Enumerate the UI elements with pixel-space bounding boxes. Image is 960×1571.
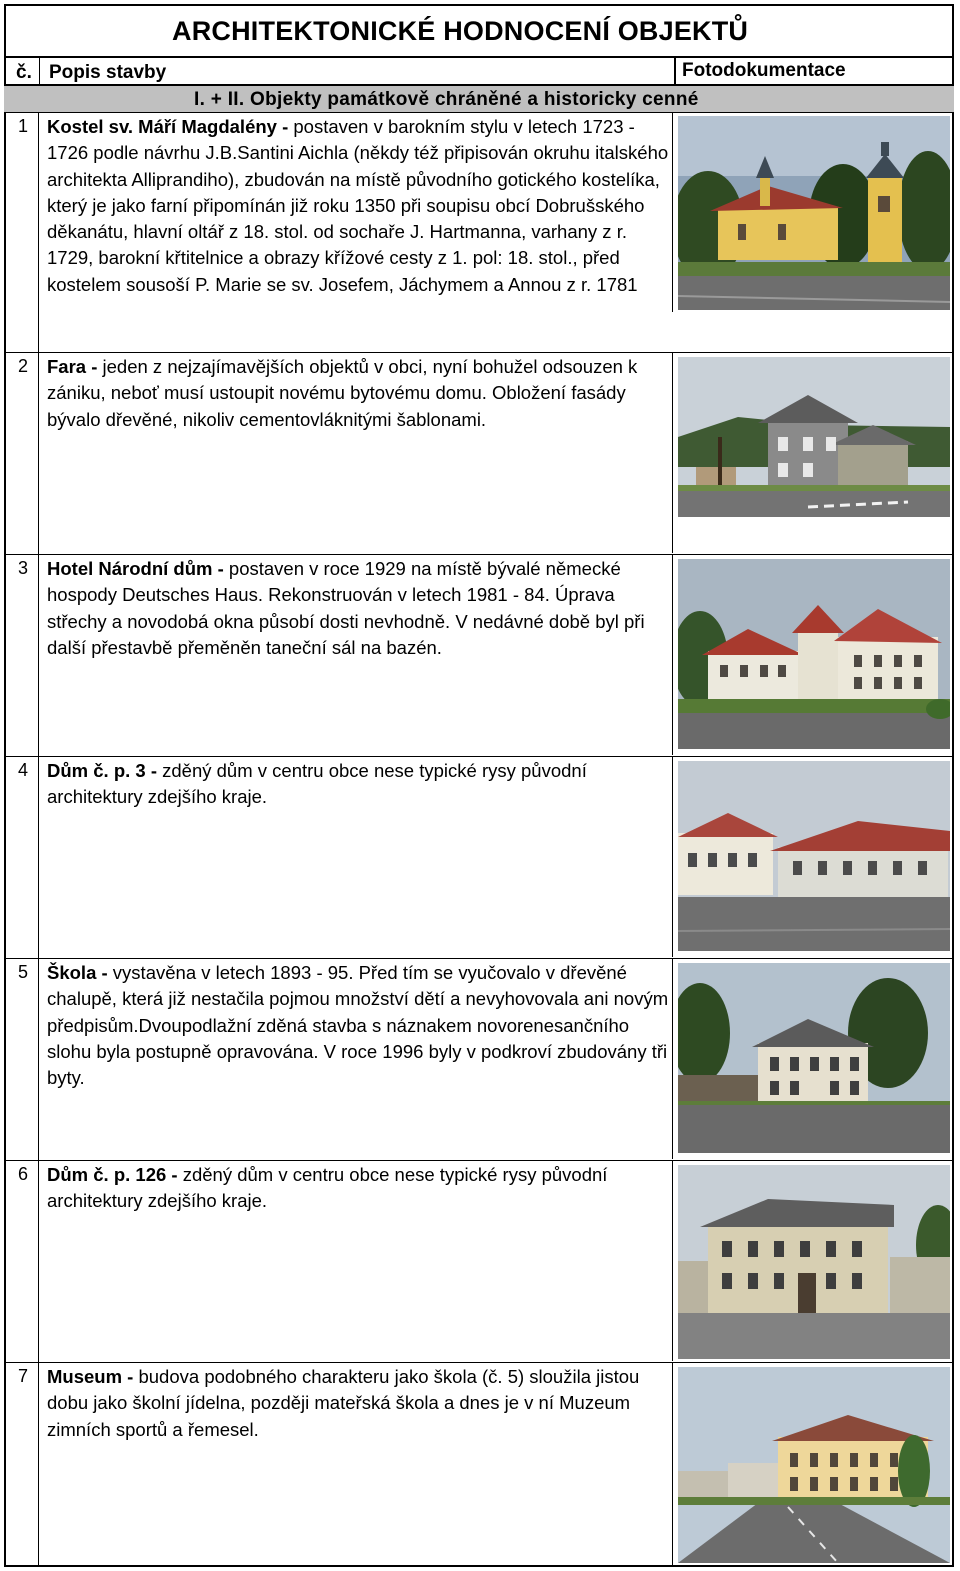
header-number: č.	[16, 62, 32, 83]
house-126-photo	[678, 1165, 950, 1359]
row-description	[47, 1162, 672, 1215]
row-separator	[4, 352, 672, 353]
photo-cell	[672, 756, 953, 957]
row-description	[47, 114, 672, 298]
building-description: zděný dům v centru obce nese typické rysy původní architektury zdejšího kraje.	[47, 760, 587, 808]
row-separator	[4, 1362, 672, 1363]
header-photo-cell	[674, 58, 954, 84]
church-photo	[678, 116, 950, 310]
row-description	[47, 556, 672, 661]
building-description: vystavěna v letech 1893 - 95. Před tím se vyučovalo v dřevěné chalupě, která již nestačila pojmou množství dětí a nevyhovovala ani novým předpisům.Dvoupodlažní zděná stavba s náznakem novorenesančního slohu byla postupně opravována. V roce 1996 byly v podkroví zbudovány tři byty.	[47, 962, 669, 1089]
photo-cell	[672, 352, 953, 553]
building-description: budova podobného charakteru jako škola (č. 5) sloužila jistou dobu jako školní jídelna, později mateřská škola a dnes je v ní Muzeum zimních sportů a řemesel.	[47, 1366, 640, 1440]
category-row	[4, 86, 954, 113]
building-description: jeden z nejzajímavějších objektů v obci, nyní bohužel odsouzen k zániku, neboť musí ustoupit novému bytovému domu. Obložení fasády bývalo dřevěné, nikoliv cementovláknitými šablonami.	[47, 356, 638, 430]
category-label: I. + II. Objekty památkově chráněné a historicky cenné	[194, 89, 699, 110]
title-row	[4, 4, 954, 58]
rectory-photo	[678, 357, 950, 517]
building-name: Hotel Národní dům -	[47, 558, 224, 579]
page-title: ARCHITEKTONICKÉ HODNOCENÍ OBJEKTŮ	[172, 16, 749, 46]
row-number: 5	[18, 962, 29, 982]
grid-line-number	[38, 112, 39, 1567]
row-separator	[4, 958, 672, 959]
row-number: 4	[18, 760, 29, 780]
header-divider	[39, 58, 40, 84]
building-description: zděný dům v centru obce nese typické rysy původní architektury zdejšího kraje.	[47, 1164, 608, 1212]
building-name: Museum -	[47, 1366, 134, 1387]
grid-line-left	[4, 112, 6, 1567]
row-separator	[4, 1160, 672, 1161]
building-description: postaven v barokním stylu v letech 1723 - 1726 podle návrhu J.B.Santini Aichla (někdy též připisován okruhu italského architekta Alliprandiho), zbudován na místě původního gotického kostelíka, který je jako farní připomínán již roku 1350 při soupisu obcí Dobrušského děkanátu, hlavní oltář z 18. stol. od sochaře J. Hartmanna, varhany z r. 1729, barokní křtitelnice a obrazy křížové cesty z 1. pol: 18. stol., před kostelem sousoší P. Marie se sv. Josefem, Jáchymem a Annou z r. 1781	[47, 116, 669, 295]
table-header	[4, 56, 954, 86]
photo-cell	[672, 554, 953, 755]
header-photo: Fotodokumentace	[682, 60, 846, 81]
building-name: Dům č. p. 3 -	[47, 760, 157, 781]
building-description: postaven v roce 1929 na místě bývalé německé hospody Deutsches Haus. Rekonstruován v letech 1981 - 84. Úprava střechy a novodobá okna působí dosti nevhodně. V nedávné době byl při další přestavbě přeměněn taneční sál na bazén.	[47, 558, 645, 658]
row-number: 2	[18, 356, 29, 376]
row-number: 6	[18, 1164, 29, 1184]
header-description: Popis stavby	[49, 62, 167, 83]
row-number: 7	[18, 1366, 29, 1386]
photo-cell	[672, 1362, 953, 1566]
building-name: Dům č. p. 126 -	[47, 1164, 178, 1185]
building-name: Kostel sv. Máří Magdalény -	[47, 116, 289, 137]
row-description	[47, 354, 672, 433]
row-separator	[4, 756, 672, 757]
row-separator	[4, 554, 672, 555]
school-photo	[678, 963, 950, 1153]
museum-photo	[678, 1367, 950, 1563]
house-3-photo	[678, 761, 950, 951]
row-description	[47, 758, 672, 811]
row-description	[47, 1364, 672, 1443]
photo-cell	[672, 112, 953, 312]
row-number: 1	[18, 116, 29, 136]
building-name: Škola -	[47, 962, 108, 983]
photo-cell	[672, 958, 953, 1159]
row-description	[47, 960, 672, 1091]
hotel-photo	[678, 559, 950, 749]
photo-cell	[672, 1160, 953, 1361]
building-name: Fara -	[47, 356, 98, 377]
row-number: 3	[18, 558, 29, 578]
